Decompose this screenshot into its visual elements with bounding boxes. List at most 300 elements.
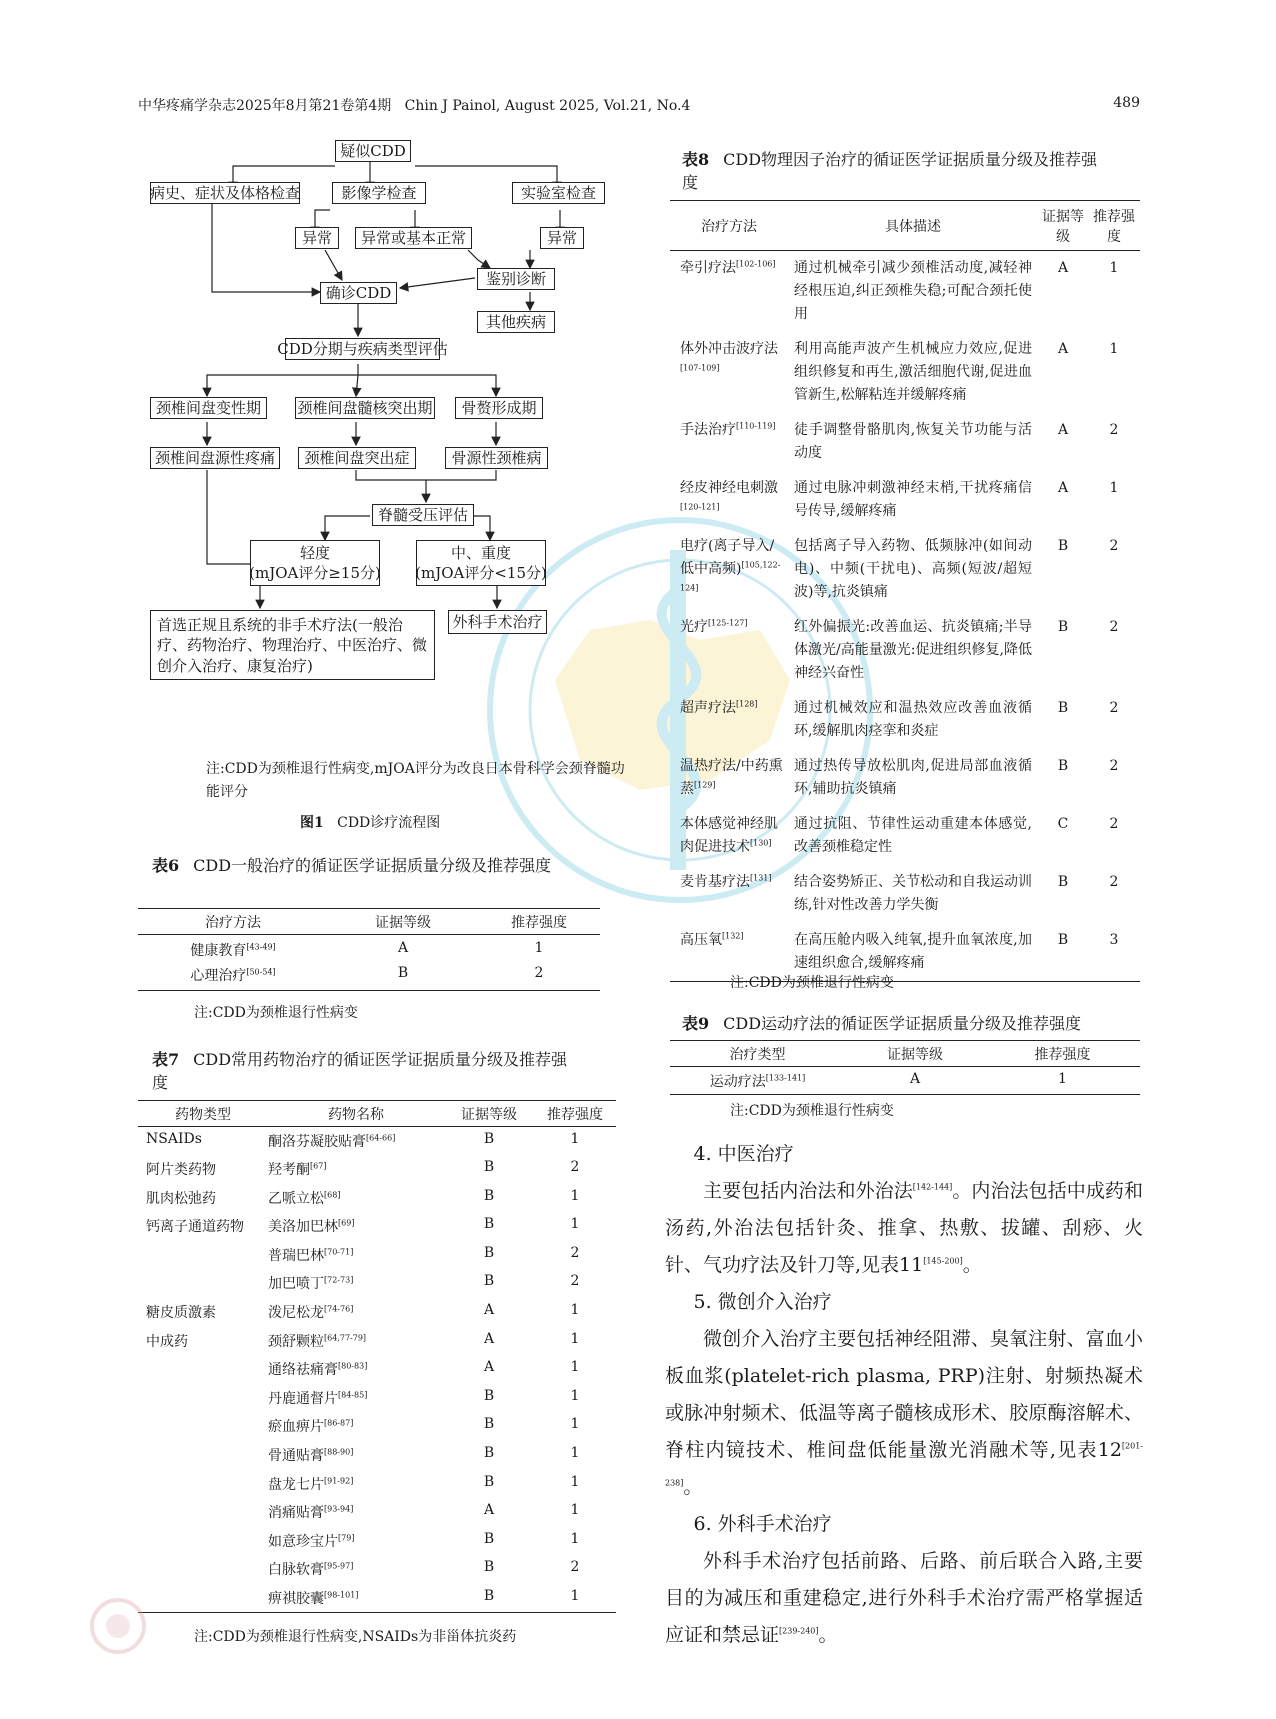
table7-drug-name: 丹鹿通督片 — [268, 1390, 338, 1407]
table8-desc: 通过机械牵引减少颈椎活动度,减轻神经根压迫,纠正颈椎失稳;可配合颈托使用 — [794, 260, 1032, 322]
node-abnormal-or-normal: 异常或基本正常 — [355, 227, 472, 249]
table7-cell: 1 — [570, 1330, 580, 1347]
running-header — [138, 95, 1140, 117]
table7-cell: B — [483, 1131, 495, 1147]
table8-ref: 125-127 — [711, 618, 745, 628]
node-moderate-severe — [416, 540, 546, 586]
text-run: 主要包括内治法和外治法 — [703, 1180, 913, 1202]
table7-cell: B — [483, 1387, 495, 1404]
body-text — [665, 1136, 1143, 1654]
table9-cell: 1 — [1058, 1071, 1067, 1087]
publisher-logo-icon — [88, 1596, 148, 1656]
node-cord-compression: 脊髓受压评估 — [372, 504, 474, 526]
table6-ref: 43-49 — [249, 942, 273, 952]
table7-cell: B — [483, 1216, 495, 1233]
table8-cell: 1 — [1109, 480, 1119, 496]
table7-ref: 74-76 — [327, 1304, 351, 1314]
table-row: 心理治疗[50-54] B 2 — [138, 963, 600, 991]
table8-method: 电疗(离子导入/低中高频) — [680, 538, 775, 577]
text-run: 外科手术治疗包括前路、后路、前后联合入路,主要目的为减压和重建稳定,进行外科手术治疗需严格掌握适应证和禁忌证 — [665, 1550, 1143, 1646]
text-run: 。 — [683, 1476, 703, 1498]
table8-ref: 130 — [753, 838, 769, 848]
table8-cell: A — [1057, 422, 1069, 438]
citation: [239-240] — [779, 1626, 819, 1636]
table8-ref: 107-109 — [683, 363, 717, 373]
table-row — [670, 471, 1140, 529]
table8-desc: 在高压舱内吸入纯氧,提升血氧浓度,加速组织愈合,缓解疼痛 — [794, 932, 1032, 971]
node-mild-criteria: (mJOA评分≥15分) — [249, 564, 381, 582]
table7-ref: 98-101 — [327, 1590, 356, 1600]
table7-col-name: 药物名称 — [328, 1106, 384, 1123]
table7-cell: 加巴喷丁[72-73] — [268, 1275, 354, 1293]
node-suspected-cdd: 疑似CDD — [335, 140, 411, 162]
node-conservative-therapy: 首选正规且系统的非手术疗法(一般治疗、药物治疗、物理治疗、中医治疗、微创介入治疗、康复治疗) — [150, 610, 435, 680]
table7-cell: 痹祺胶囊[98-101] — [268, 1590, 359, 1607]
table8-desc: 包括离子导入药物、低频脉冲(如间动电)、中频(干扰电)、高频(短波/超短波)等,抗炎镇痛 — [794, 538, 1032, 600]
text-run: 。内治法包括中成药和汤药,外治法包括针灸、推拿、热敷、拔罐、刮痧、火针、气功疗法及针刀等,见表11 — [665, 1180, 1143, 1276]
table8-method: 体外冲击波疗法 — [680, 341, 778, 357]
node-surgery: 外科手术治疗 — [448, 610, 547, 634]
table6-col-strength: 推荐强度 — [511, 914, 567, 931]
table7-cell: 阿片类药物 — [146, 1162, 216, 1179]
table-row — [670, 749, 1140, 807]
table8-method: 温热疗法/中药熏蒸 — [680, 758, 783, 797]
table8-cell: C — [1057, 816, 1069, 832]
table7-cell: B — [483, 1187, 495, 1204]
table7-cell: A — [483, 1302, 495, 1319]
table8-desc: 通过抗阻、节律性运动重建本体感觉,改善颈椎稳定性 — [794, 816, 1032, 855]
paragraph-minimally-invasive — [665, 1321, 1143, 1506]
table8-desc: 通过热传导放松肌肉,促进局部血液循环,辅助抗炎镇痛 — [794, 758, 1032, 797]
table7-ref: 69 — [341, 1218, 352, 1228]
table7-drug-name: 白脉软膏 — [268, 1562, 324, 1579]
table8-desc: 红外偏振光:改善血运、抗炎镇痛;半导体激光/高能量激光:促进组织修复,降低神经兴奋性 — [794, 619, 1032, 681]
table6-title: CDD一般治疗的循证医学证据质量分级及推荐强度 — [193, 856, 552, 875]
table7-cell: 丹鹿通督片[84-85] — [268, 1390, 368, 1407]
table8-cell: 经皮神经电刺激[120-121] — [680, 480, 778, 512]
table8-cell: 体外冲击波疗法[107-109] — [680, 341, 778, 373]
table-row — [138, 1527, 616, 1556]
table-row — [138, 1298, 616, 1327]
table6-caption — [152, 854, 552, 877]
table7-cell: 白脉软膏[95-97] — [268, 1561, 354, 1579]
table8-col-strength: 推荐强度 — [1093, 208, 1135, 245]
table8-cell: 牵引疗法[102-106] — [680, 259, 776, 276]
table7-drug-name: 痹祺胶囊 — [268, 1591, 324, 1607]
table-row — [138, 1127, 616, 1156]
table-row — [138, 1470, 616, 1499]
table7-ref: 88-90 — [327, 1447, 351, 1457]
table7-ref: 80-83 — [341, 1361, 365, 1371]
table7-cell: B — [483, 1244, 495, 1261]
table9-col-strength: 推荐强度 — [1034, 1046, 1091, 1063]
table-row — [138, 1269, 616, 1298]
table7-cell: 1 — [570, 1445, 580, 1462]
table7-cell: 钙离子通道药物 — [146, 1219, 244, 1236]
table7-cell: B — [483, 1588, 495, 1604]
table7-drug-name: 酮洛芬凝胶贴膏 — [268, 1134, 366, 1150]
text-run: 微创介入治疗主要包括神经阻滞、臭氧注射、富血小板血浆(platelet-rich plasma, PRP)注射、射频热凝术或脉冲射频术、低温等离子髓核成形术、胶原酶溶解术、脊柱内镜技术、椎间盘低能量激光消融术等,见表12 — [665, 1328, 1143, 1461]
table7-cell: B — [483, 1159, 495, 1176]
table7-cell: 美洛加巴林[69] — [268, 1218, 355, 1236]
section-heading-tcm: 4. 中医治疗 — [693, 1143, 794, 1165]
table7-cell: 颈舒颗粒[64,77-79] — [268, 1333, 367, 1350]
journal-name-cn: 中华疼痛学杂志2025年8月第21卷第4期 — [138, 98, 392, 114]
table7-cell: B — [483, 1416, 495, 1433]
table7-cell: 肌肉松弛药 — [146, 1190, 216, 1207]
table7-cell: 泼尼松龙[74-76] — [268, 1304, 354, 1322]
table7-cell: 2 — [570, 1559, 580, 1576]
table9-header — [670, 1041, 1140, 1067]
journal-name-en: Chin J Painol, August 2025, Vol.21, No.4 — [404, 98, 691, 114]
table7-cell: 通络祛痛膏[80-83] — [268, 1361, 368, 1379]
table8-method: 超声疗法 — [680, 700, 736, 716]
figure-caption — [300, 812, 440, 832]
table7-col-type: 药物类型 — [175, 1106, 231, 1123]
table8-col-method: 治疗方法 — [701, 218, 757, 235]
table8-cell: 温热疗法/中药熏蒸[129] — [680, 758, 783, 797]
text-run: 。 — [962, 1254, 982, 1276]
node-imaging: 影像学检查 — [332, 182, 426, 204]
table7-cell: 2 — [570, 1273, 580, 1290]
figure-title: CDD诊疗流程图 — [337, 815, 441, 831]
table8-cell: A — [1057, 341, 1069, 357]
text-run: 。 — [818, 1624, 838, 1646]
table7-cell — [138, 1584, 268, 1613]
node-moderate-severe-label: 中、重度 — [450, 543, 511, 562]
table8-cell: 2 — [1109, 874, 1119, 890]
table8-ref: 102-106 — [739, 259, 773, 269]
table-row — [138, 1584, 616, 1613]
table7-cell — [138, 1269, 268, 1298]
paragraph-tcm — [665, 1173, 1143, 1284]
node-abnormal-2: 异常 — [540, 227, 584, 249]
table7-ref: 72-73 — [327, 1275, 351, 1285]
table9-number: 表9 — [682, 1014, 710, 1033]
table7-ref: 91-92 — [327, 1475, 351, 1485]
table8-cell: B — [1057, 874, 1069, 890]
table7-cell — [138, 1441, 268, 1470]
table7-cell: B — [483, 1445, 495, 1462]
table8-cell: 2 — [1109, 619, 1119, 635]
table7-cell: B — [483, 1473, 495, 1490]
table-row — [670, 251, 1140, 333]
table8-desc: 通过电脉冲刺激神经末梢,干扰疼痛信号传导,缓解疼痛 — [794, 480, 1032, 519]
table8-method: 本体感觉神经肌肉促进技术 — [680, 816, 778, 855]
table7-cell: 乙哌立松[68] — [268, 1190, 341, 1207]
table7-ref: 70-71 — [327, 1247, 351, 1257]
table7-cell: A — [483, 1502, 495, 1519]
table7-cell — [138, 1498, 268, 1527]
table7-drug-name: 瘀血痹片 — [268, 1419, 324, 1436]
table7-col-evidence: 证据等级 — [461, 1106, 517, 1123]
table7-number: 表7 — [152, 1050, 180, 1069]
table7-cell: 羟考酮[67] — [268, 1161, 327, 1179]
table8-cell: A — [1057, 480, 1069, 496]
table8-cell: 麦肯基疗法[131] — [680, 873, 772, 890]
table7-cell: 1 — [570, 1302, 580, 1319]
table7-drug-name: 盘龙七片 — [268, 1476, 324, 1493]
table7-cell: 1 — [570, 1387, 580, 1404]
node-mild — [250, 540, 380, 586]
table6-col-evidence: 证据等级 — [375, 914, 431, 931]
table6-cell: A — [397, 940, 409, 956]
table6-note: 注:CDD为颈椎退行性病变 — [194, 1005, 358, 1021]
table7-title: CDD常用药物治疗的循证医学证据质量分级及推荐强度 — [152, 1050, 568, 1092]
table8-ref: 110-119 — [739, 421, 773, 431]
table-row — [138, 1441, 616, 1470]
node-bony-spondylosis: 骨源性颈椎病 — [445, 447, 548, 469]
table8-cell: 2 — [1109, 816, 1119, 832]
table8-ref: 128 — [739, 699, 755, 709]
table7-cell — [138, 1384, 268, 1413]
table-row — [670, 691, 1140, 749]
table8-number: 表8 — [682, 150, 710, 169]
table8-method: 牵引疗法 — [680, 260, 736, 276]
table7-cell: 2 — [570, 1159, 580, 1176]
node-herniation-stage: 颈椎间盘髓核突出期 — [295, 397, 435, 419]
table7-cell: 1 — [570, 1131, 580, 1147]
node-mild-label: 轻度 — [299, 543, 330, 562]
table8-col-desc: 具体描述 — [885, 218, 941, 235]
table8-method: 光疗 — [680, 619, 708, 635]
table8-cell: B — [1057, 700, 1069, 716]
table7-ref: 68 — [327, 1190, 338, 1200]
table6-cell: 健康教育 — [190, 943, 247, 959]
table9-col-evidence: 证据等级 — [887, 1046, 943, 1063]
table7-drug-name: 美洛加巴林 — [268, 1219, 338, 1236]
table8-cell: B — [1057, 932, 1069, 948]
table-row — [670, 865, 1140, 923]
table7-cell: 1 — [570, 1359, 580, 1376]
table-row — [138, 1241, 616, 1270]
node-degeneration-stage: 颈椎间盘变性期 — [150, 397, 267, 419]
node-confirmed-cdd: 确诊CDD — [320, 282, 397, 304]
table7-cell: 普瑞巴林[70-71] — [268, 1247, 354, 1264]
table7-cell: 1 — [570, 1530, 580, 1547]
table6-number: 表6 — [152, 856, 180, 875]
table9-ref: 133-141 — [768, 1073, 803, 1083]
node-osteophyte-stage: 骨赘形成期 — [455, 397, 543, 419]
table7-cell — [138, 1241, 268, 1270]
section-heading-surgery: 6. 外科手术治疗 — [693, 1513, 832, 1535]
table7-drug-name: 普瑞巴林 — [268, 1247, 324, 1264]
table8-cell: 2 — [1109, 538, 1119, 554]
table7-caption — [152, 1048, 582, 1094]
table8-title: CDD物理因子治疗的循证医学证据质量分级及推荐强度 — [682, 150, 1098, 192]
table7-cell — [138, 1527, 268, 1556]
table7-drug-name: 加巴喷丁 — [268, 1276, 324, 1293]
table8-ref: 131 — [753, 873, 769, 883]
table7-cell: 1 — [570, 1187, 580, 1204]
table8-method: 经皮神经电刺激 — [680, 480, 778, 496]
table7-cell: NSAIDs — [146, 1131, 202, 1147]
table8-col-evidence: 证据等级 — [1042, 208, 1084, 245]
table8-cell: 2 — [1109, 422, 1119, 438]
table6-header — [138, 909, 600, 935]
node-lab: 实验室检查 — [512, 182, 605, 204]
table8-desc: 结合姿势矫正、关节松动和自我运动训练,针对性改善力学失衡 — [794, 874, 1032, 913]
table8-ref: 132 — [725, 931, 741, 941]
table8-cell: 3 — [1109, 932, 1119, 948]
table8-cell: B — [1057, 619, 1069, 635]
table8-cell: 2 — [1109, 758, 1119, 774]
table8-desc: 徒手调整骨骼肌肉,恢复关节功能与活动度 — [794, 422, 1032, 461]
figure-number: 图1 — [300, 815, 324, 831]
table-row — [138, 1327, 616, 1356]
table8-cell: 手法治疗[110-119] — [680, 421, 776, 438]
table7-ref: 64-66 — [369, 1133, 393, 1143]
node-disc-herniation: 颈椎间盘突出症 — [298, 447, 416, 469]
table7-cell — [138, 1555, 268, 1584]
table6-col-method: 治疗方法 — [205, 914, 261, 931]
table7-cell: 1 — [570, 1216, 580, 1233]
table7-ref: 67 — [313, 1161, 324, 1171]
table7-cell: B — [483, 1559, 495, 1576]
node-history-exam: 病史、症状及体格检查 — [150, 182, 300, 204]
table7 — [138, 1100, 616, 1613]
table7-drug-name: 骨通贴膏 — [268, 1448, 324, 1465]
table-row: 健康教育[43-49] A 1 — [138, 935, 600, 963]
table7-cell: B — [483, 1273, 495, 1290]
table6-cell: 心理治疗 — [190, 967, 247, 984]
table7-cell: 消痛贴膏[93-94] — [268, 1504, 354, 1522]
table8-ref: 120-121 — [683, 502, 717, 512]
table-row — [138, 1384, 616, 1413]
table9-cell: 运动疗法 — [709, 1074, 766, 1090]
table7-cell: 1 — [570, 1473, 580, 1490]
node-other-disease: 其他疾病 — [477, 311, 555, 333]
table-row: 运动疗法[133-141] A 1 — [670, 1067, 1140, 1095]
table6 — [138, 908, 600, 991]
table7-cell: 糖皮质激素 — [146, 1305, 216, 1322]
table8-note: 注:CDD为颈椎退行性病变 — [730, 975, 894, 991]
table-row — [138, 1155, 616, 1184]
table8-ref: 129 — [697, 780, 713, 790]
table7-ref: 64,77-79 — [327, 1333, 363, 1342]
table7-cell: B — [483, 1530, 495, 1547]
table9-title: CDD运动疗法的循证医学证据质量分级及推荐强度 — [723, 1014, 1082, 1033]
table7-ref: 84-85 — [341, 1390, 365, 1400]
table7-cell — [138, 1355, 268, 1384]
table9-note: 注:CDD为颈椎退行性病变 — [730, 1103, 894, 1119]
table8-header — [670, 201, 1140, 251]
table8-ref: 105,122-124 — [680, 560, 781, 593]
table7-drug-name: 泼尼松龙 — [268, 1305, 324, 1322]
section-heading-minimally-invasive: 5. 微创介入治疗 — [693, 1291, 832, 1313]
table-row — [138, 1355, 616, 1384]
node-differential: 鉴别诊断 — [477, 268, 555, 290]
table8-desc: 利用高能声波产生机械应力效应,促进组织修复和再生,激活细胞代谢,促进血管新生,松解粘连并缓解疼痛 — [794, 341, 1032, 403]
table8-cell: 超声疗法[128] — [680, 699, 758, 716]
table-row — [138, 1498, 616, 1527]
table8-cell: 1 — [1109, 260, 1119, 276]
table6-cell: 2 — [534, 964, 544, 981]
citation: [201-238] — [665, 1441, 1143, 1488]
table7-cell: 2 — [570, 1244, 580, 1261]
table7-drug-name: 通络祛痛膏 — [268, 1362, 338, 1379]
table9-cell: A — [909, 1071, 921, 1087]
table9-col-type: 治疗类型 — [729, 1046, 786, 1063]
table7-ref: 93-94 — [327, 1504, 351, 1514]
table7-cell: 1 — [570, 1502, 580, 1519]
node-moderate-severe-criteria: (mJOA评分<15分) — [415, 564, 547, 582]
table7-cell: 酮洛芬凝胶贴膏[64-66] — [268, 1133, 396, 1150]
table7-drug-name: 羟考酮 — [268, 1162, 310, 1179]
table7-drug-name: 消痛贴膏 — [268, 1505, 324, 1522]
table8-method: 麦肯基疗法 — [680, 874, 750, 890]
table8-desc: 通过机械效应和温热效应改善血液循环,缓解肌肉痉挛和炎症 — [794, 700, 1032, 739]
table7-cell: 中成药 — [146, 1333, 188, 1350]
table-row — [670, 807, 1140, 865]
node-abnormal-1: 异常 — [295, 227, 339, 249]
table7-drug-name: 如意珍宝片 — [268, 1533, 338, 1550]
table9-caption — [682, 1012, 1152, 1035]
table6-ref: 50-54 — [249, 966, 273, 976]
table-row — [138, 1212, 616, 1241]
table7-cell: 盘龙七片[91-92] — [268, 1475, 354, 1493]
table7-ref: 79 — [341, 1533, 352, 1543]
table7-header — [138, 1101, 616, 1127]
table7-drug-name: 乙哌立松 — [268, 1190, 324, 1207]
table8-cell: 电疗(离子导入/低中高频)[105,122-124] — [680, 538, 781, 593]
table8 — [670, 200, 1140, 982]
table8-cell: A — [1057, 260, 1069, 276]
table6-cell: B — [397, 964, 409, 981]
table-row — [138, 1412, 616, 1441]
table7-cell: 1 — [570, 1588, 580, 1604]
table7-ref: 86-87 — [327, 1418, 351, 1428]
page-number: 489 — [1113, 95, 1140, 111]
table-row — [670, 610, 1140, 691]
citation: [142-144] — [912, 1182, 953, 1192]
table-row — [138, 1555, 616, 1584]
table9 — [670, 1040, 1140, 1095]
table8-cell: B — [1057, 538, 1069, 554]
node-discogenic-pain: 颈椎间盘源性疼痛 — [150, 447, 280, 469]
table6-cell: 1 — [534, 940, 544, 956]
table8-cell: 1 — [1109, 341, 1119, 357]
figure-note: 注:CDD为颈椎退行性病变,mJOA评分为改良日本骨科学会颈脊髓功能评分 — [206, 761, 625, 800]
flowchart — [150, 140, 700, 800]
table8-cell: 光疗[125-127] — [680, 618, 748, 635]
table7-cell: A — [483, 1330, 495, 1347]
table7-cell: A — [483, 1359, 495, 1376]
table7-ref: 95-97 — [327, 1561, 351, 1571]
table7-cell: 1 — [570, 1416, 580, 1433]
table7-cell — [138, 1412, 268, 1441]
table7-cell: 瘀血痹片[86-87] — [268, 1418, 354, 1436]
table8-cell: 高压氧[132] — [680, 931, 744, 948]
table7-cell: 骨通贴膏[88-90] — [268, 1447, 354, 1465]
table7-col-strength: 推荐强度 — [547, 1106, 603, 1123]
table-row — [670, 413, 1140, 471]
table-row — [670, 332, 1140, 413]
table8-caption — [682, 148, 1102, 194]
table7-cell: 如意珍宝片[79] — [268, 1533, 355, 1550]
table8-cell: 本体感觉神经肌肉促进技术[130] — [680, 816, 778, 855]
table8-method: 手法治疗 — [680, 422, 736, 438]
table8-cell: 2 — [1109, 700, 1119, 716]
table8-cell: B — [1057, 758, 1069, 774]
table7-cell — [138, 1470, 268, 1499]
table-row — [670, 529, 1140, 610]
paragraph-surgery — [665, 1543, 1143, 1654]
table7-note: 注:CDD为颈椎退行性病变,NSAIDs为非甾体抗炎药 — [194, 1629, 517, 1645]
table-row — [138, 1184, 616, 1213]
node-staging: CDD分期与疾病类型评估 — [285, 338, 440, 360]
table8-method: 高压氧 — [680, 932, 722, 948]
